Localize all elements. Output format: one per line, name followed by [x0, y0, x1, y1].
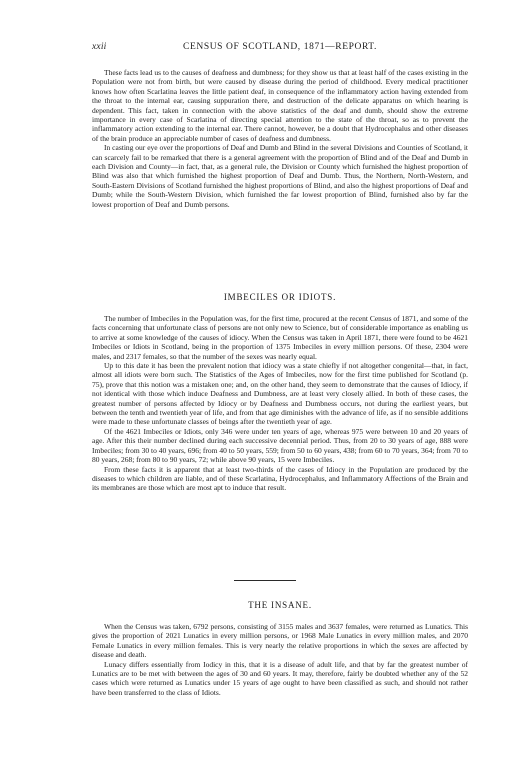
running-title: CENSUS OF SCOTLAND, 1871—REPORT. — [183, 42, 377, 52]
paragraph: In casting our eye over the proportions of Deaf and Dumb and Blind in the several Divisions and Counties of Scotland, it can scarcely fail to be remarked that there is a general agreement with the proportion of Blind and of the Deaf and Dumb in each Division and County—in fact, that, as a general rule, the Division or County which furnished the highest proportion of Blind was also that which furnished the highest proportion of Deaf and Dumb. Thus, the Northern, North-Western, and South-Eastern Divisions of Scotland furnished the highest proportions of Blind, and also the highest proportions of Deaf and Dumb; while the South-Western Division, which furnished the far lowest proportion of Blind, furnished also by far the lowest proportion of Deaf and Dumb persons. — [92, 143, 468, 209]
paragraph: These facts lead us to the causes of deafness and dumbness; for they show us that at least half of the cases existing in the Population were not from birth, but were caused by disease during the period of childhood. Every medical practitioner knows how often Scarlatina leaves the little patient deaf, in consequence of the inflammatory action having extended from the throat to the internal ear, causing suppuration there, and destruction of the delicate apparatus on which hearing is dependent. This fact, taken in connection with the above statistics of the deaf and dumb, should show the extreme importance in every case of Scarlatina of directing special attention to the state of the throat, so as to prevent the inflammatory action extending to the internal ear. There cannot, however, be a doubt that Hydrocephalus and other diseases of the brain produce an appreciable number of cases of deafness and dumbness. — [92, 68, 468, 143]
paragraph: From these facts it is apparent that at least two-thirds of the cases of Idiocy in the Population are produced by the diseases to which children are liable, and of these Scarlatina, Hydrocephalus, and Inflammatory Affections of the Brain and its membranes are those which are most apt to induce that result. — [92, 464, 468, 493]
paragraph: Lunacy differs essentially from Iodicy in this, that it is a disease of adult life, and that by far the greatest number of Lunatics are to be met with between the ages of 30 and 60 years. It may, therefore, fairly be doubted whether any of the 52 cases which were returned as Lunatics under 15 years of age ought to have been classified as such, and should not rather have been transferred to the class of Idiots. — [92, 659, 468, 697]
section-imbeciles-text — [92, 314, 468, 493]
paragraph: Up to this date it has been the prevalent notion that idiocy was a state chiefly if not altogether congenital—that, in fact, almost all idiots were born such. The Statistics of the Ages of Imbeciles, now for the first time published for Scotland (p. 75), prove that this notion was a mistaken one; and, on the other hand, they seem to demonstrate that the causes of Idiocy, if not identical with those which induce Deafness and Dumbness, are at least very closely allied. In both of these cases, the greatest number of persons affected by Idiocy or by Deafness and Dumbness occurs, not during the earliest years, but between the tenth and twentieth year of life, and from that age diminishes with the advance of life, as if no sensible additions were made to these unfortunate classes of beings after the twentieth year of age. — [92, 361, 468, 427]
section-insane-text — [92, 622, 468, 697]
paragraph: The number of Imbeciles in the Population was, for the first time, procured at the recent Census of 1871, and some of the facts concerning that unfortunate class of persons are not only new to Science, but of considerable importance as enabling us to arrive at some knowledge of the causes of idiocy. When the Census was taken in April 1871, there were found to be 4621 Imbeciles or Idiots in Scotland, being in the proportion of 1375 Imbeciles in every million persons. Of these, 2304 were males, and 2317 females, so that the number of the sexes was nearly equal. — [92, 314, 468, 361]
section-heading-imbeciles: IMBECILES OR IDIOTS. — [223, 292, 337, 302]
paragraph: When the Census was taken, 6792 persons, consisting of 3155 males and 3637 females, were returned as Lunatics. This gives the proportion of 2021 Lunatics in every million persons, or 1968 Male Lunatics in every million males, and 2070 Female Lunatics in every million females. This is very nearly the relative proportions in which the sexes are affected by disease and death. — [92, 622, 468, 660]
page-header — [92, 42, 468, 54]
section-heading-insane: THE INSANE. — [248, 600, 312, 610]
section-deaf-dumb-text — [92, 68, 468, 209]
paragraph: Of the 4621 Imbeciles or Idiots, only 346 were under ten years of age, whereas 975 were between 10 and 20 years of age. After this their number declined during each successive decennial period. Thus, from 20 to 30 years of age, 888 were Imbeciles; from 30 to 40 years, 696; from 40 to 50 years, 559; from 50 to 60 years, 438; from 60 to 70 years, 364; from 70 to 80 years, 268; from 80 to 90 years, 72; while above 90 years, 15 were Imbeciles. — [92, 426, 468, 465]
page-number: xxii — [92, 42, 107, 52]
section-divider — [234, 580, 296, 581]
